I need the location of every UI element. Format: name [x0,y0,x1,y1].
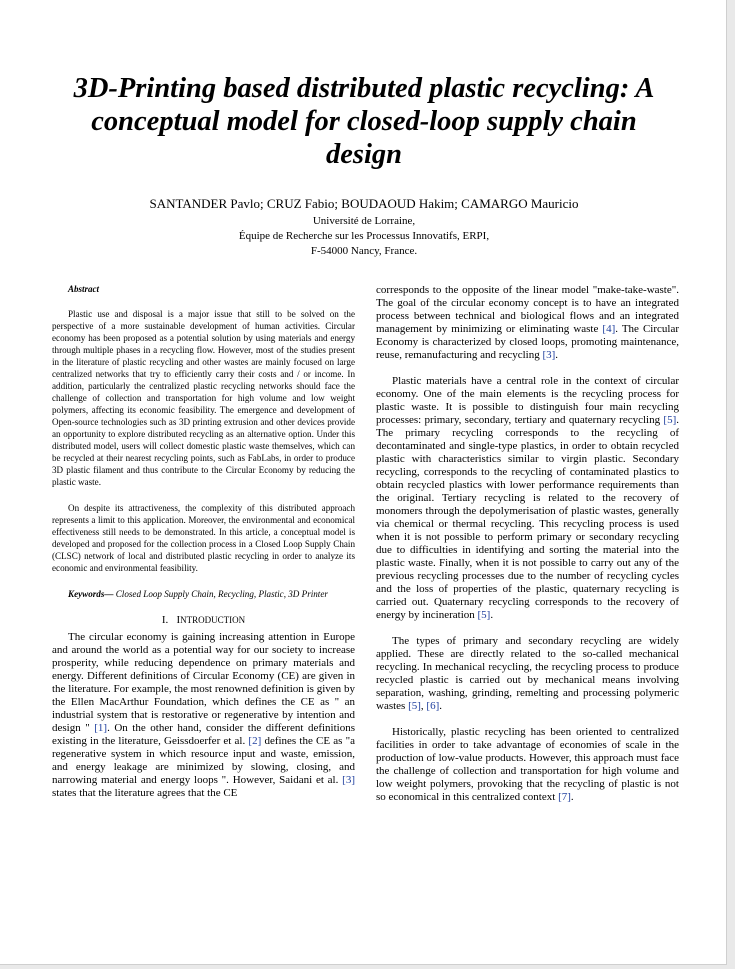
section-heading-introduction [52,614,355,627]
body-paragraph [52,631,355,800]
citation-link[interactable]: [7] [558,791,571,803]
citation-link[interactable]: [3] [542,349,556,361]
abstract-paragraph: On despite its attractiveness, the complexity of this distributed approach represents a limit to this application. Moreover, the environmental and economical effectiveness still needs to be demonstrated. In this article, a conceptual model is developed and proposed for the collection process in a Closed Loop Supply Chain (CLSC) network of local and distributed plastic recycling in order to analyze its economic and environmental feasibility. [52,503,355,573]
text-run: . The primary recycling corresponds to the recycling of decontaminated and single-type plastics, in order to obtain recycled plastic with characteristics similar to virgin plastic. Secondary recycling, corresponds to the recycling of contaminated plastics to obtain recycled plastics with lower performance requirements than the original. Tertiary recycling is related to the recovery of monomers through the depolymerisation of plastic wastes, generally via chemical or thermal recycling. This recycling process is used when it is not possible to perform primary or secondary recycling due to difficulties in identifying and sorting the material into the plastic waste. Finally, when it is not possible to carry out any of the previous recycling processes due to the number of recycling cycles and the loss of properties of the plastic, quaternary recycling is carried out. Quaternary recycling corresponds to the recovery of energy by incineration [376,414,679,621]
right-column [376,284,679,817]
citation-link[interactable]: [2] [248,735,262,747]
section-title-rest: NTRODUCTION [180,615,246,625]
text-run: . [555,349,559,361]
citation-link[interactable]: [5] [663,414,677,426]
citation-link[interactable]: [3] [342,774,355,786]
keywords-label: Keywords— [68,589,114,599]
body-paragraph [376,375,679,622]
left-column [52,284,355,813]
text-run: The circular economy is gaining increasing attention in Europe and around the world as a potential way for our society to increase prosperity, while reducing dependence on primary materials and energy. Different definitions of Circular Economy (CE) are given in the literature. For example, the most renowned definition is given by the Ellen MacArthur Foundation, which defines the CE as " an industrial system that is restorative or regenerative by intention and design " [52,631,355,734]
paper-title [40,72,688,171]
text-run: . [439,700,442,712]
keywords [52,588,355,600]
title-line: design [325,139,402,170]
author-list: SANTANDER Pavlo; CRUZ Fabio; BOUDAOUD Hakim; CAMARGO Mauricio [149,196,579,211]
section-numeral: I. [161,614,169,626]
citation-link[interactable]: [4] [602,323,616,335]
text-run: . [570,791,574,803]
abstract-heading: Abstract [68,284,100,294]
text-run: corresponds to the opposite of the linear model "make-take-waste". The goal of the circular economy concept is to have an integrated process between technical and biological flows and an integrated management by minimizing or eliminating waste [376,284,679,335]
affiliation-line: Équipe de Recherche sur les Processus Innovatifs, ERPI, [238,230,490,242]
citation-link[interactable]: [6] [426,700,440,712]
body-paragraph [376,726,679,804]
citation-link[interactable]: [1] [94,722,108,734]
citation-link[interactable]: [5] [408,700,421,712]
keywords-text: Closed Loop Supply Chain, Recycling, Plastic, 3D Printer [113,589,328,599]
text-run: Plastic materials have a central role in the context of circular economy. One of the main elements is the recycling process for plastic waste. It is possible to distinguish four main recycling processes: primary, secondary, tertiary and quaternary recycling [376,375,679,426]
citation-link[interactable]: [5] [477,609,491,621]
affiliation [40,214,688,259]
body-paragraph [376,284,679,362]
text-run: , [420,700,427,712]
text-run: . On the other hand, consider the different definitions existing in the literature, Geissdoerfer et al. [52,722,355,747]
section-title-initial: I [176,614,181,626]
text-run: Historically, plastic recycling has been oriented to centralized facilities in order to take advantage of economies of scale in the production of low-value products. However, this approach must face the challenge of collection and transportation for high volume and low weight polymers, provoking that the recycling of plastic is not so economical in this centralized context [376,726,679,803]
abstract-section [52,284,355,574]
body-paragraph [376,635,679,713]
affiliation-line: F-54000 Nancy, France. [310,245,418,257]
text-run: . [490,609,494,621]
affiliation-line: Université de Lorraine, [312,215,416,227]
abstract-paragraph: Plastic use and disposal is a major issue that still to be solved on the perspective of a more sustainable development of human activities. Circular economy has been proposed as a potential solution by using materials and energy through multiple phases in a recycling flow. However, most of the studies present in the literature of plastic recycling and other wastes are mainly focused on large centralized networks that try to efficiently carry their costs and / or income. In addition, particularly the centralized plastic recycling networks should face the challenge of collection and transportation for high volume and low weight polymers, affecting its economic feasibility. The emergence and development of Open-source technologies such as 3D printing extrusion and other devices provide an opportunity to explore distributed recycling as an alternative option. Under this distributed model, users will collect domestic plastic waste themselves, which can be recycled at their nearest recycling points, such as FabLabs, in order to produce 3D plastic filament and thus contribute to the Circular Economy by reducing the plastic waste. [52,309,355,487]
title-line: 3D-Printing based distributed plastic recycling: A [73,73,655,104]
text-run: The types of primary and secondary recycling are widely applied. These are directly related to the so-called mechanical recycling. In mechanical recycling, the recycling process to produce recycled plastic is carried out by mechanical means involving separation, washing, grinding, remelting and processing polymeric wastes [376,635,679,712]
text-run: states that the literature agrees that the CE [52,787,238,799]
introduction-body-left [52,631,355,800]
title-line: conceptual model for closed-loop supply chain [91,106,637,137]
text-run: defines the CE as "a regenerative system in which resource input and waste, emission, and energy leakage are minimized by slowing, closing, and narrowing material and energy loops ". However, Saidani et al. [52,735,355,786]
text-run: . The Circular Economy is characterized by closed loops, promoting maintenance, reuse, remanufacturing and recycling [376,323,679,361]
